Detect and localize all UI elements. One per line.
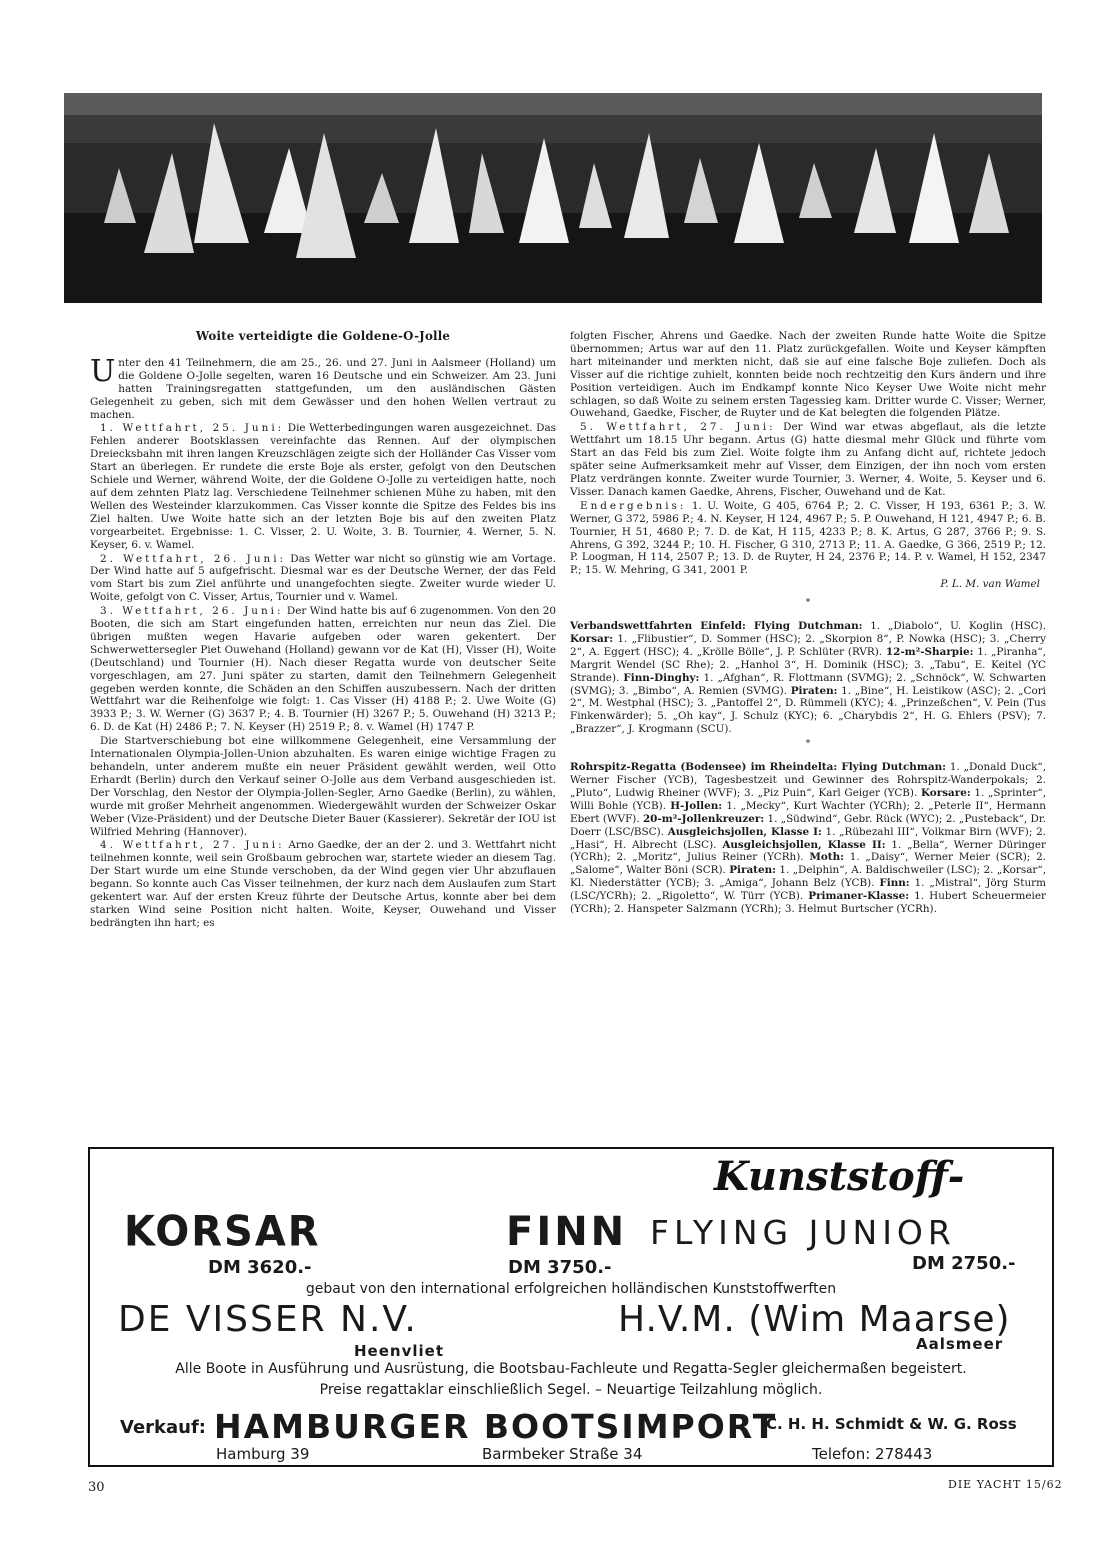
paragraph-race-2: 2. Wettfahrt, 26. Juni: Das Wetter war nicht so günstig wie am Vortage. Der Wind hatte auf 5 aufgefrischt. Diesmal war es der Deutsche Werner, der das Feld vom Start bis zum Ziel anführte und unangefochten siegte. Zweiter wurde wieder U. Woite, gefolgt von C. Visser, Artus, Tournier und v. Wamel.: [90, 552, 556, 604]
paragraph-final-result: Endergebnis: 1. U. Woite, G 405, 6764 P.; 2. C. Visser, H 193, 6361 P.; 3. W. Werner, G 372, 5986 P.; 4. N. Keyser, H 124, 4967 P.; 5. P. Ouwehand, H 121, 4947 P.; 6. B. Tournier, H 51, 4680 P.; 7. D. de Kat, H 115, 4233 P.; 8. K. Artus, G 287, 3766 P.; 9. S. Ahrens, G 392, 3244 P.; 10. H. Fischer, G 310, 2713 P.; 11. A. Gaedke, G 366, 2519 P.; 12. P. Loogman, H 114, 2507 P.; 13. D. de Ruyter, H 24, 2376 P.; 14. P. v. Wamel, H 152, 2347 P.; 15. W. Mehring, G 341, 2001 P.: [570, 499, 1046, 577]
article-column-right: [570, 330, 1046, 917]
paragraph-continuation: folgten Fischer, Ahrens und Gaedke. Nach der zweiten Runde hatte Woite die Spitze übernommen; Artus war auf den 11. Platz zurückgefallen. Woite und Keyser kämpften hart miteinander und merkten nicht, daß sie auf eine falsche Boje zuliefen. Doch als Visser auf die richtige zuhielt, konnten beide noch rechtzeitig den Kurs ändern und ihre Position verteidigen. Auch im Endkampf konnte Nico Keyser Uwe Woite nicht mehr schlagen, so daß Woite zu seinem ersten Tagessieg kam. Dritter wurde C. Visser; Werner, Ouwehand, Gaedke, Fischer, de Ruyter und de Kat belegten die folgenden Plätze.: [570, 330, 1046, 420]
ad-korsar-price: DM 3620.-: [208, 1257, 312, 1278]
article-intro: Unter den 41 Teilnehmern, die am 25., 26. und 27. Juni in Aalsmeer (Holland) um die Goldene O-Jolle segelten, waren 16 Deutsche und ein Schweizer. Am 23. Juni hatten Trainingsregatten stattgefunden, um den ausländischen Gästen Gelegenheit zu geben, sich mit dem Gewässer und den hohen Wellen vertraut zu machen.: [90, 353, 556, 421]
ad-sale-label: Verkauf:: [120, 1417, 206, 1438]
separator-star: *: [805, 598, 811, 609]
ad-built-by-line: gebaut von den international erfolgreichen holländischen Kunststoffwerften: [305, 1281, 837, 1297]
paragraph-race-3: 3. Wettfahrt, 26. Juni: Der Wind hatte bis auf 6 zugenommen. Von den 20 Booten, die sich am Start eingefunden hatten, erreichten nur neun das Ziel. Die übrigen mußten wegen Havarie aufgeben oder waren gekentert. Der Schwerwettersegler Piet Ouwehand (Holland) gewann vor de Kat (H), Visser (H), Woite (Deutschland) und Tournier (H). Nach dieser Regatta wurde von deutscher Seite vorgeschlagen, am 27. Juni später zu starten, damit den Teilnehmern Gelegenheit gegeben werden konnte, die Schäden an den Schiffen auszubessern. Nach der dritten Wettfahrt war die Reihenfolge wie folgt: 1. Cas Visser (H) 4188 P.; 2. Uwe Woite (G) 3933 P.; 3. W. Werner (G) 3637 P.; 4. B. Tournier (H) 3267 P.; 5. Ouwehand (H) 3213 P.; 6. D. de Kat (H) 2486 P.; 7. N. Keyser (H) 2519 P.; 8. v. Wamel (H) 1747 P.: [90, 605, 557, 734]
advertisement-box: [88, 1147, 1054, 1467]
paragraph-rohrspitz: Rohrspitz-Regatta (Bodensee) im Rheindelta: Flying Dutchman: 1. „Donald Duck“, Werner Fischer (YCB), Tagesbestzeit und Gewinner des Rohrspitz-Wanderpokals; 2. „Pluto“, Ludwig Rheiner (WVF); 3. „Piz Puin“, Karl Geiger (YCB). Korsare: 1. „Sprinter“, Willi Bohle (YCB). H-Jollen: 1. „Mecky“, Kurt Wachter (YCRh); 2. „Peterle II“, Hermann Ebert (WVF). 20-m²-Jollenkreuzer: 1. „Südwind“, Gebr. Rück (WYC); 2. „Pusteback“, Dr. Doerr (LSC/BSC). Ausgleichsjollen, Klasse I: 1. „Rübezahl III“, Volkmar Birn (WVF); 2. „Hasi“, H. Albrecht (LSC). Ausgleichsjollen, Klasse II: 1. „Bella“, Werner Düringer (YCRh); 2. „Moritz“, Julius Reiner (YCRh). Moth: 1. „Daisy“, Werner Meier (SCR); 2. „Salome“, Walter Böni (SCR). Piraten: 1. „Delphin“, A. Baldischweiler (LSC); 2. „Korsar“, Kl. Niederstätter (YCB); 3. „Amiga“, Johann Belz (YCB). Finn: 1. „Mistral“, Jörg Sturm (LSC/YCRh); 2. „Rigoletto“, W. Türr (YCB). Primaner-Klasse: 1. Hubert Scheuermeier (YCRh); 2. Hanspeter Salzmann (YCRh); 3. Helmut Burtscher (YCRh).: [570, 761, 1047, 916]
sailboats-photo: [64, 93, 1042, 303]
paragraph-race-4: 4. Wettfahrt, 27. Juni: Arno Gaedke, der an der 2. und 3. Wettfahrt nicht teilnehmen konnte, weil sein Großbaum gebrochen war, startete wieder an diesem Tag. Der Start wurde um eine Stunde verschoben, da der Wind gegen vier Uhr abzuflauen begann. So konnte auch Cas Visser teilnehmen, der kurz nach dem Auslaufen zum Start gekentert war. Auf der ersten Kreuz führte der Deutsche Artus, konnte aber bei dem starken Wind seine Position nicht halten. Woite, Keyser, Ouwehand und Visser bedrängten ihn hart; es: [90, 839, 557, 929]
ad-street: Barmbeker Straße 34: [482, 1445, 643, 1463]
ad-de-visser: DE VISSER N.V.: [118, 1299, 418, 1340]
ad-de-visser-location: Heenvliet: [354, 1342, 444, 1360]
header-photo-banner: [64, 93, 1042, 303]
paragraph-race-5: 5. Wettfahrt, 27. Juni: Der Wind war etwas abgeflaut, als die letzte Wettfahrt um 18.15 Uhr begann. Artus (G) hatte diesmal mehr Glück und führte vom Start an das Feld bis zum Ziel. Woite folgte ihm zu Anfang dicht auf, richtete jedoch später seine Aufmerksamkeit mehr auf Visser, dem Einzigen, der ihn noch vom ersten Platz verdrängen konnte. Zweiter wurde Tournier, 3. Werner, 4. Woite, 5. Keyser und 6. Visser. Danach kamen Gaedke, Ahrens, Fischer, Ouwehand und de Kat.: [570, 421, 1047, 498]
ad-finn-title: FINN: [506, 1209, 628, 1255]
article-column-left: [90, 330, 556, 931]
separator-star-2: *: [805, 739, 811, 750]
paragraph-meeting: Die Startverschiebung bot eine willkommene Gelegenheit, eine Versammlung der Internationalen Olympia-Jollen-Union abzuhalten. Es waren einige wichtige Fragen zu behandeln, unter anderem mußte ein neuer Präsident gewählt werden, weil Otto Erhardt (Berlin) durch den Verkauf seiner O-Jolle aus dem Verband ausgeschieden ist. Der Vorschlag, den Nestor der Olympia-Jollen-Segler, Arno Gaedke (Berlin), zu wählen, wurde mit großer Mehrheit angenommen. Wiedergewählt wurden der Schweizer Oskar Weber (Vize-Präsident) und der Deutsche Dieter Bauer (Kassierer). Sekretär der IOU ist Wilfried Mehring (Hannover).: [90, 735, 556, 838]
paragraph-verbandswettfahrten: Verbandswettfahrten Einfeld: Flying Dutchman: 1. „Diabolo“, U. Koglin (HSC). Korsar: 1. „Flibustier“, D. Sommer (HSC); 2. „Skorpion 8“, P. Nowka (HSC); 3. „Cherry 2“, A. Eggert (HSC); 4. „Krölle Bölle“, J. P. Schlüter (RVR). 12-m²-Sharpie: 1. „Piranha“, Margrit Wendel (SC Rhe); 2. „Hanhol 3“, H. Dominik (HSC); 3. „Tabu“, E. Keitel (YC Strande). Finn-Dinghy: 1. „Afghan“, R. Flottmann (SVMG); 2. „Schnöck“, W. Schwarten (SVMG); 3. „Bimbo“, A. Remien (SVMG). Piraten: 1. „Bine“, H. Leistikow (ASC); 2. „Cori 2“, M. Westphal (HSC); 3. „Pantoffel 2“, D. Rümmeli (KYC); 4. „Prinzeßchen“, V. Pein (Tus Finkenwärder); 5. „Oh kay“, J. Schulz (KYC); 6. „Charybdis 2“, H. G. Ehlers (PSV); 7. „Brazzer“, J. Krogmann (SCU).: [570, 620, 1047, 736]
page-number: 30: [88, 1480, 105, 1495]
drop-cap: U: [90, 353, 116, 389]
paragraph-race-1: 1. Wettfahrt, 25. Juni: Die Wetterbedingungen waren ausgezeichnet. Das Fehlen anderer Bootsklassen vereinfachte das Rennen. Auf der olympischen Dreiecksbahn mit ihren langen Kreuzschlägen zeigte sich der Holländer Cas Visser vom Start an überlegen. Er rundete die erste Boje als erster, gefolgt von den Deutschen Schiele und Werner, während Woite, der die Goldene O-Jolle zu verteidigen hatte, noch auf dem zehnten Platz lag. Verschiedene Teilnehmer schienen Mühe zu haben, mit den Wellen des Westeinder klarzukommen. Cas Visser konnte die Spitze des Feldes bis ins Ziel halten. Uwe Woite hatte sich an der letzten Boje bis auf den zweiten Platz vorgearbeitet. Ergebnisse: 1. C. Visser, 2. U. Woite, 3. B. Tournier, 4. Werner, 5. N. Keyser, 6. v. Wamel.: [90, 422, 556, 551]
ad-all-boats-line: Alle Boote in Ausführung und Ausrüstung, die Bootsbau-Fachleute und Regatta-Segler gleichermaßen begeistert.: [175, 1361, 967, 1377]
ad-seller-names: C. H. H. Schmidt & W. G. Ross: [766, 1415, 1017, 1433]
ad-hamburger-bootsimport: HAMBURGER BOOTSIMPORT: [214, 1407, 778, 1446]
author-signature: P. L. M. van Wamel: [940, 578, 1040, 591]
ad-phone: Telefon: 278443: [812, 1445, 933, 1463]
ad-korsar-title: KORSAR: [124, 1207, 321, 1257]
ad-prices-line: Preise regattaklar einschließlich Segel. – Neuartige Teilzahlung möglich.: [319, 1382, 823, 1398]
ad-hvm: H.V.M. (Wim Maarse): [618, 1299, 1011, 1340]
ad-hvm-location: Aalsmeer: [916, 1335, 1004, 1353]
ad-flying-junior-title: FLYING JUNIOR: [650, 1213, 956, 1252]
issue-label: DIE YACHT 15/62: [948, 1478, 1063, 1491]
ad-finn-price: DM 3750.-: [508, 1257, 612, 1278]
ad-flying-junior-price: DM 2750.-: [912, 1253, 1016, 1274]
article-headline: Woite verteidigte die Goldene-O-Jolle: [195, 329, 451, 343]
ad-kunststoff-heading: Kunststoff-: [714, 1153, 965, 1200]
ad-city: Hamburg 39: [216, 1445, 310, 1463]
